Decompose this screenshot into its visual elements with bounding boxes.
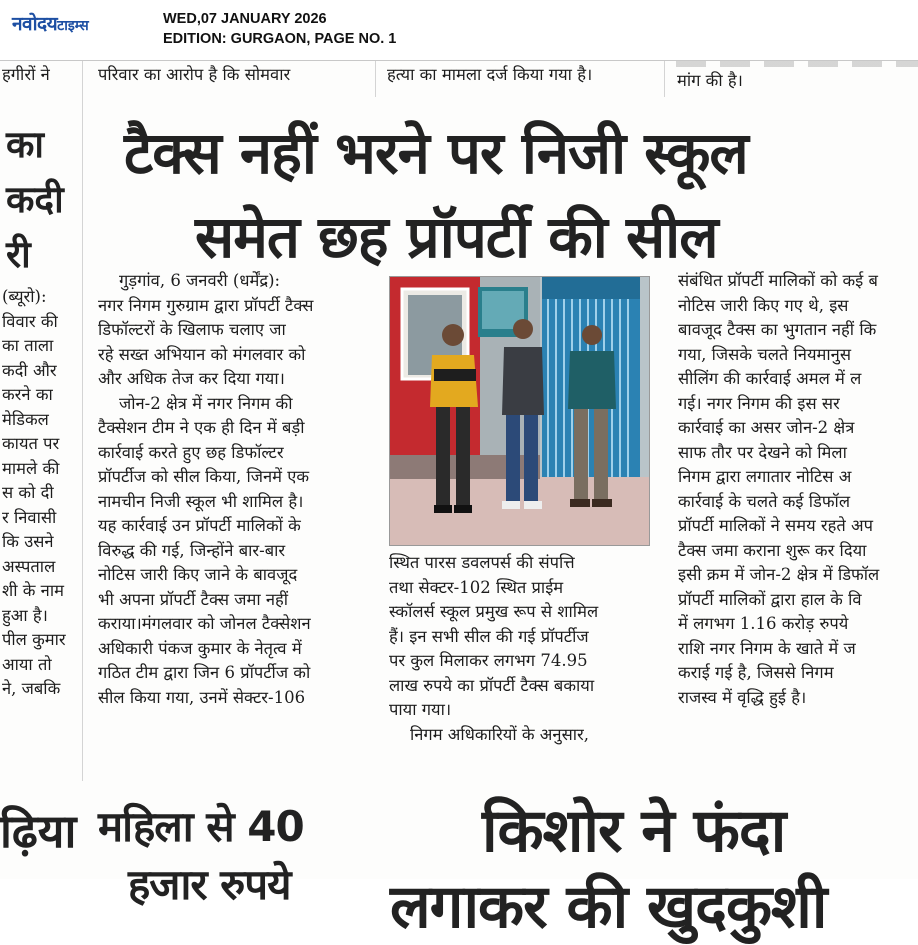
logo-sub-text: टाइम्स <box>57 18 89 34</box>
headline-line2: समेत छह प्रॉपर्टी की सील <box>195 203 718 271</box>
bottom-headline-right-line2: लगाकर की खुदकुशी <box>390 872 827 942</box>
top-fragment-col3: हत्या का मामला दर्ज किया गया है। <box>387 65 593 84</box>
edition-page: EDITION: GURGAON, PAGE NO. 1 <box>163 31 397 47</box>
newspaper-logo[interactable] <box>12 10 89 36</box>
column-rule <box>82 61 83 781</box>
bottom-headline-left-line2: हजार रुपये <box>128 860 291 909</box>
article-column-2: स्थित पारस डवलपर्स की संपत्ति तथा सेक्टर-102 स्थित प्राईम स्कॉलर्स स्कूल प्रमुख रूप से शामिल हैं। इन सभी सील की गई प्रॉपर्टीज पर कुल मिलाकर लगभग 74.95 लाख रुपये का प्रॉपर्टी टैक्स बकाया पाया गया। निगम अधिकारियों के अनुसार, <box>389 553 599 744</box>
top-fragment-col2: परिवार का आरोप है कि सोमवार <box>98 65 291 84</box>
sealed-school-gate-image <box>390 277 649 545</box>
left-fragment-body: (ब्यूरो): विवार की का ताला कदी और करने का मेडिकल कायत पर मामले की स को दी र निवासी कि उसने अस्पताल शी के नाम हुआ है। पील कुमार आया तो ने, जबकि <box>2 287 66 698</box>
newspaper-page <box>0 61 918 942</box>
article-column-3: संबंधित प्रॉपर्टी मालिकों को कई ब नोटिस जारी किए गए थे, इस बावजूद टैक्स का भुगतान नहीं कि गया, जिसके चलते नियमानुस सीलिंग की कार्रवाई अमल में ल गई। नगर निगम की इस सर कार्रवाई का असर जोन-2 क्षेत्र साफ तौर पर देखने को मिला निगम द्वारा लगातार नोटिस अ कार्रवाई के चलते कई डिफॉल प्रॉपर्टी मालिकों ने समय रहते अप टैक्स जमा कराना शुरू कर दिया इसी क्रम में जोन-2 क्षेत्र में डिफॉल प्रॉपर्टी मालिकों द्वारा हाल के वि में लगभग 1.16 करोड़ रुपये राशि नगर निगम के खाते में ज कराई गई है, जिससे निगम राजस्व में वृद्धि हुई है। <box>678 271 880 707</box>
edition-info <box>163 9 396 49</box>
column-rule <box>664 61 665 97</box>
left-fragment-headline: का कदी री <box>6 123 64 276</box>
article-photo[interactable] <box>389 276 650 546</box>
top-fragment-col4: मांग की है। <box>677 71 743 90</box>
logo-main-text: नवोदय <box>12 13 58 35</box>
article-column-1: गुड़गांव, 6 जनवरी (धर्मेंद्र): नगर निगम गुरुग्राम द्वारा प्रॉपर्टी टैक्स डिफॉल्टरों के खिलाफ चलाए जा रहे सख्त अभियान को मंगलवार को और अधिक तेज कर दिया गया। जोन-2 क्षेत्र में नगर निगम की टैक्सेशन टीम ने एक ही दिन में बड़ी कार्रवाई करते हुए छह डिफॉल्टर प्रॉपर्टीज को सील किया, जिनमें एक नामचीन निजी स्कूल भी शामिल है। यह कार्रवाई उन प्रॉपर्टी मालिकों के विरुद्ध की गई, जिन्होंने बार-बार नोटिस जारी किए जाने के बावजूद भी अपना प्रॉपर्टी टैक्स जमा नहीं कराया।मंगलवार को जोनल टैक्सेशन अधिकारी पंकज कुमार के नेतृत्व में गठित टीम द्वारा जिन 6 प्रॉपर्टीज को सील किया गया, उनमें सेक्टर-106 <box>98 271 314 707</box>
top-cutoff-text <box>676 61 918 67</box>
bottom-headline-left-line1: महिला से 40 <box>98 802 304 851</box>
bottom-left-fragment: ढ़िया <box>0 804 77 858</box>
bottom-headline-right-line1: किशोर ने फंदा <box>482 796 786 866</box>
epaper-header <box>0 0 918 61</box>
edition-date: WED,07 JANUARY 2026 <box>163 11 327 27</box>
headline-line1: टैक्स नहीं भरने पर निजी स्कूल <box>124 119 748 187</box>
top-fragment-col1: हगीरों ने <box>2 65 50 84</box>
column-rule <box>375 61 376 97</box>
